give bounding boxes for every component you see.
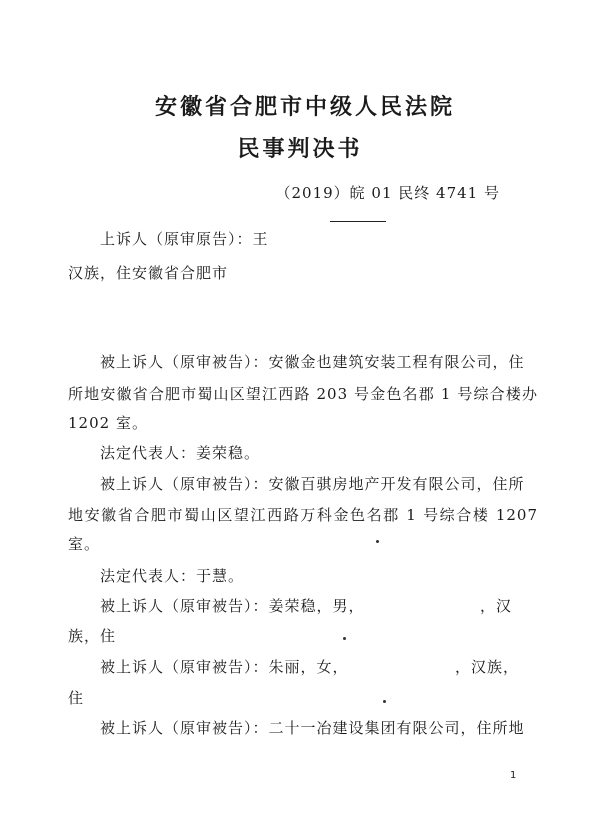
respondent-2-room-line: 室。 [68, 535, 101, 553]
redaction-period-mark [343, 637, 346, 640]
respondent-3-line: 被上诉人（原审被告）：姜荣稳，男， [100, 597, 365, 615]
redaction-period-mark [383, 700, 386, 703]
respondent-2-line: 被上诉人（原审被告）：安徽百骐房地产开发有限公司，住所 [100, 475, 525, 493]
respondent-4-line: 被上诉人（原审被告）：朱丽，女， [100, 658, 349, 676]
respondent-2-address-line: 地安徽省合肥市蜀山区望江西路万科金色名郡 1 号综合楼 1207 [68, 506, 538, 524]
appellant-address-line: 汉族，住安徽省合肥市 [68, 264, 229, 282]
legal-rep-1-line: 法定代表人：姜荣稳。 [100, 444, 261, 462]
court-name: 安徽省合肥市中级人民法院 [154, 95, 455, 120]
respondent-1-address-line: 所地安徽省合肥市蜀山区望江西路 203 号金色名郡 1 号综合楼办 [68, 385, 538, 403]
respondent-4-address-line: 住 [68, 689, 85, 707]
legal-rep-2-line: 法定代表人：于慧。 [100, 567, 245, 585]
respondent-1-line: 被上诉人（原审被告）：安徽金也建筑安装工程有限公司，住 [100, 353, 525, 371]
respondent-4-ethnicity-fragment: ，汉族， [455, 658, 520, 676]
respondent-5-line: 被上诉人（原审被告）：二十一冶建设集团有限公司，住所地 [100, 719, 525, 737]
page-number: 1 [510, 770, 517, 781]
respondent-3-ethnicity-fragment: ，汉 [480, 597, 513, 615]
appellant-line: 上诉人（原审原告）：王 [100, 230, 269, 248]
header-rule [330, 221, 386, 222]
document-type: 民事判决书 [237, 137, 363, 162]
scan-speck [376, 540, 379, 543]
respondent-3-address-line: 族，住 [68, 627, 117, 645]
respondent-1-room-line: 1202 室。 [68, 414, 148, 432]
case-number: （2019）皖 01 民终 4741 号 [275, 184, 500, 202]
